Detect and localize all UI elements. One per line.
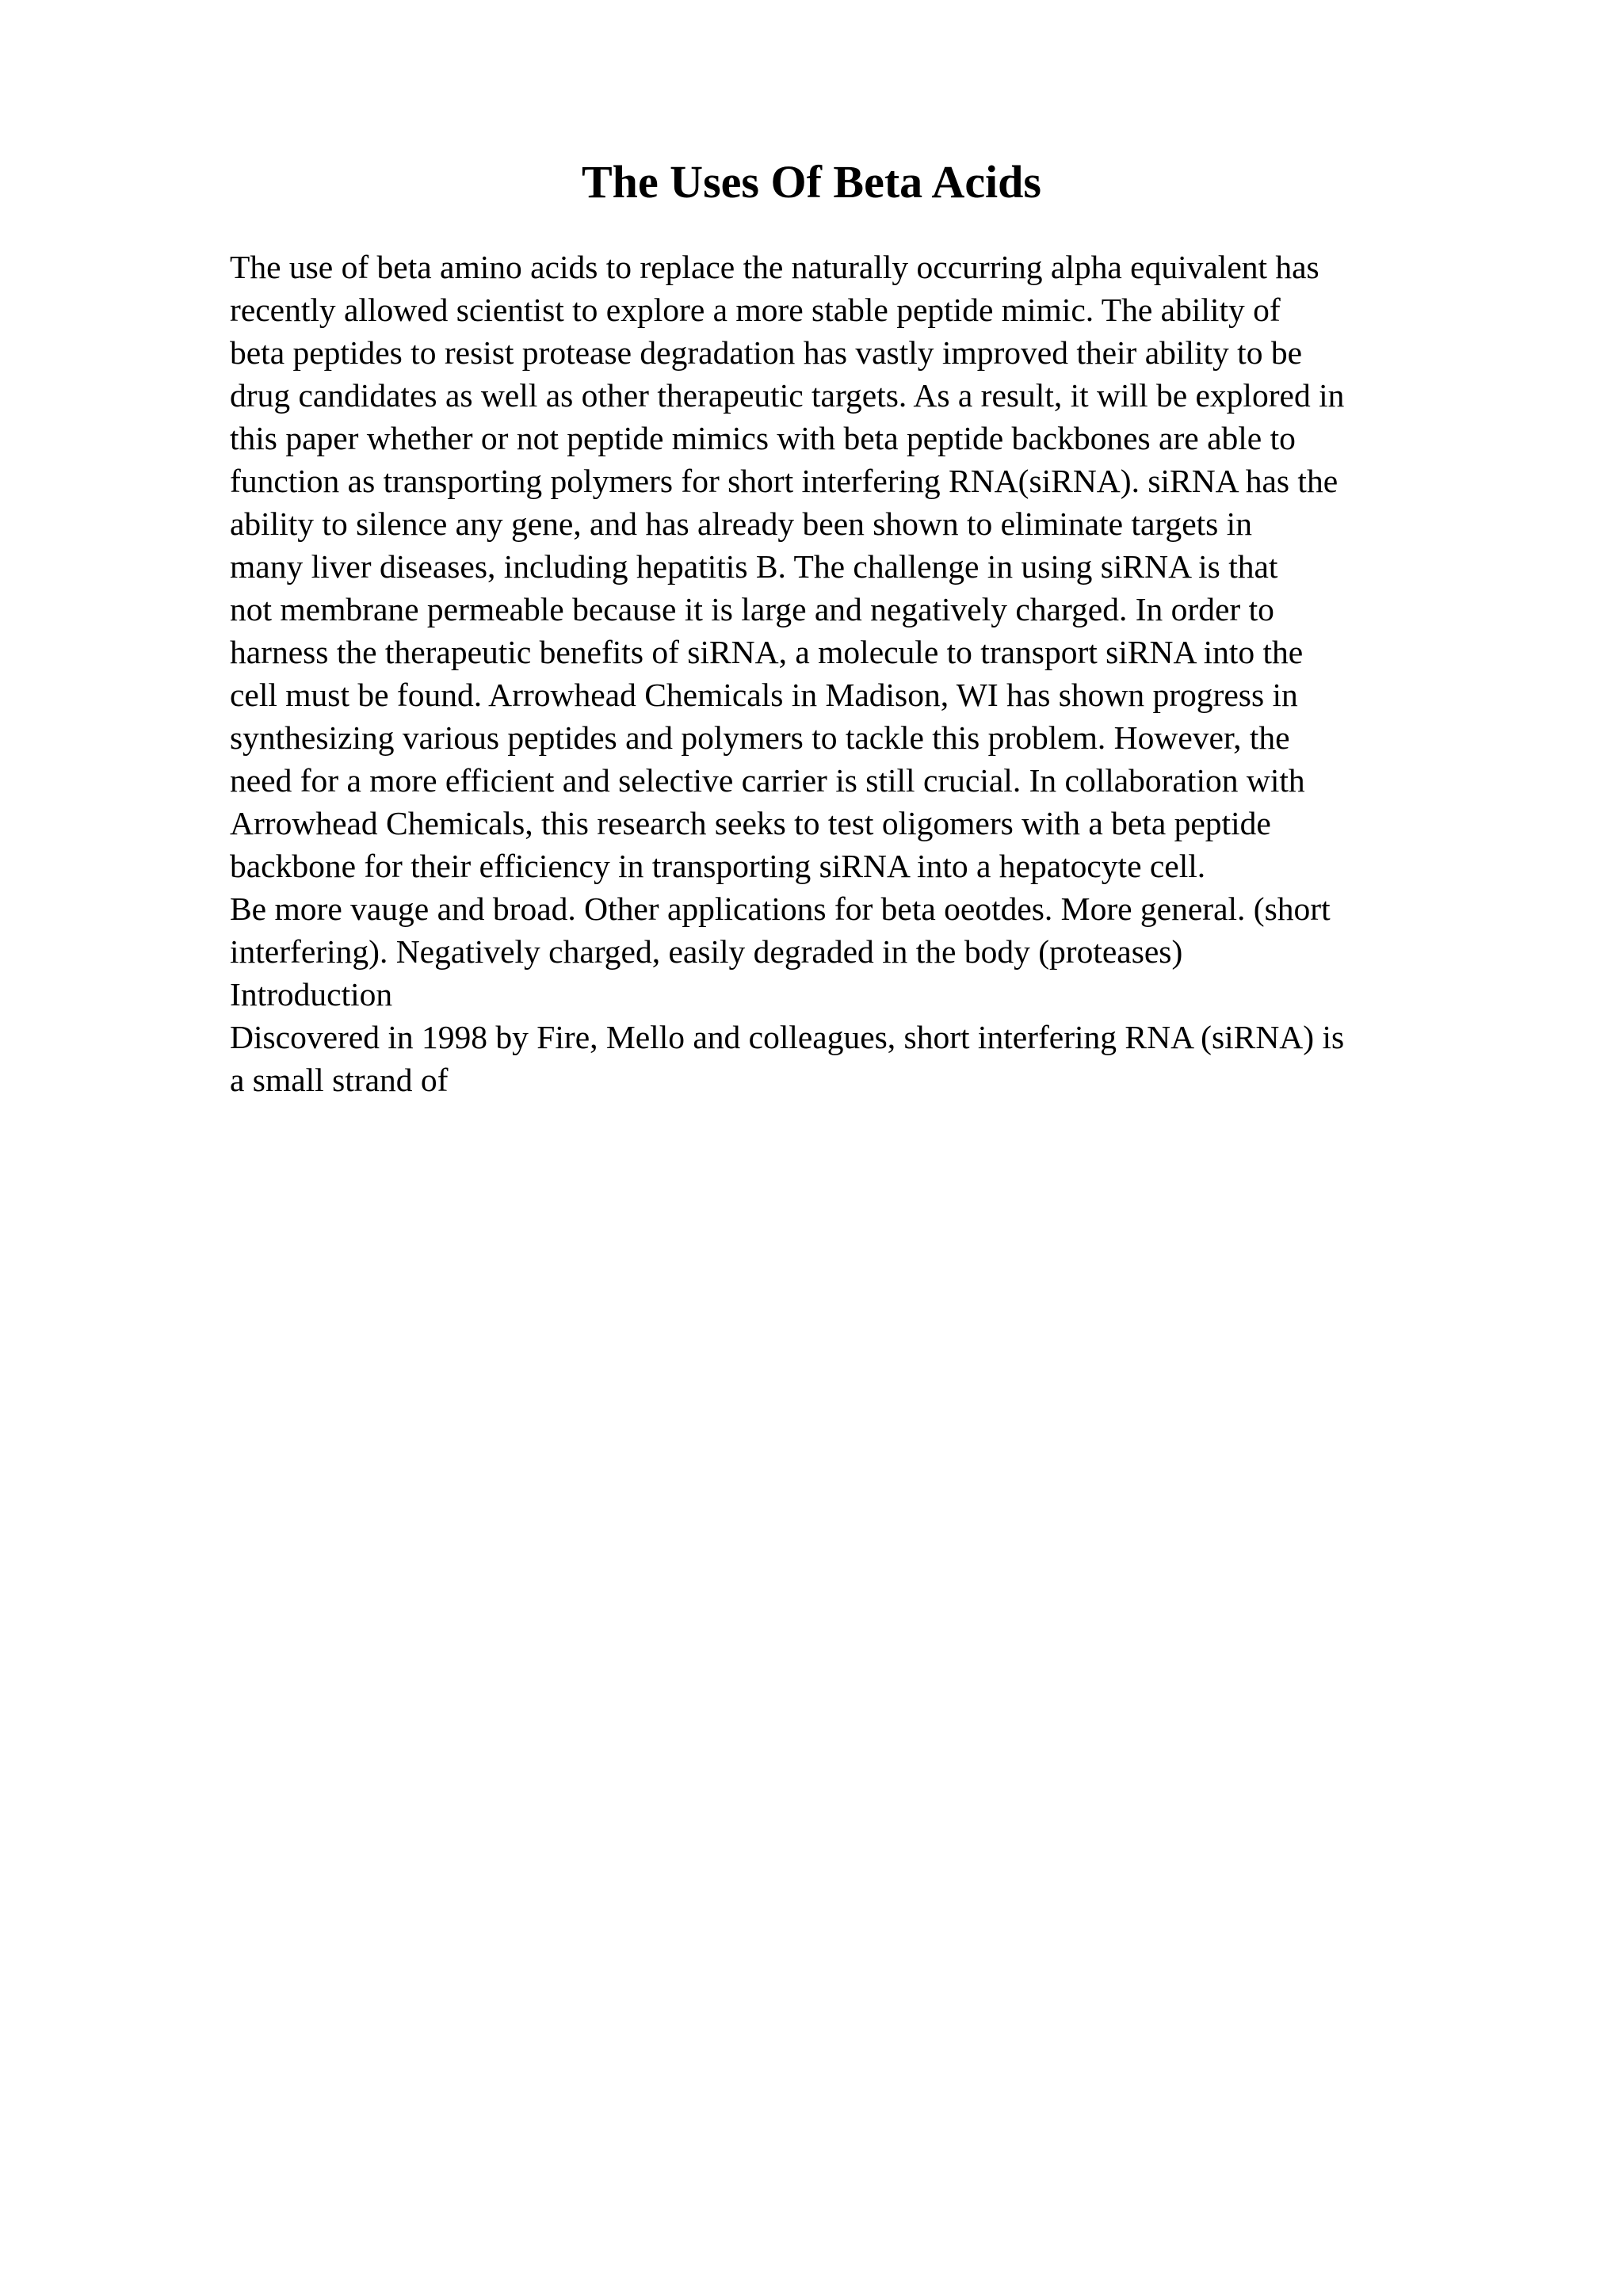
body-line: interfering). Negatively charged, easily degraded in the body (proteases): [230, 933, 1183, 970]
document-title: The Uses Of Beta Acids: [582, 156, 1041, 208]
body-line: this paper whether or not peptide mimics with beta peptide backbones are able to: [230, 420, 1296, 456]
body-line: backbone for their efficiency in transporting siRNA into a hepatocyte cell.: [230, 848, 1206, 884]
body-line: need for a more efficient and selective carrier is still crucial. In collaboration with: [230, 762, 1305, 799]
body-line: ability to silence any gene, and has already been shown to eliminate targets in: [230, 505, 1252, 542]
body-line: recently allowed scientist to explore a more stable peptide mimic. The ability of: [230, 292, 1281, 328]
body-line: Discovered in 1998 by Fire, Mello and colleagues, short interfering RNA (siRNA) is: [230, 1019, 1345, 1055]
body-line: Arrowhead Chemicals, this research seeks to test oligomers with a beta peptide: [230, 805, 1271, 841]
section-heading-introduction: Introduction: [230, 976, 393, 1013]
body-line: drug candidates as well as other therapeutic targets. As a result, it will be explored in: [230, 377, 1345, 414]
body-line: synthesizing various peptides and polymers to tackle this problem. However, the: [230, 719, 1290, 756]
body-line: cell must be found. Arrowhead Chemicals in Madison, WI has shown progress in: [230, 677, 1298, 713]
body-line: The use of beta amino acids to replace the naturally occurring alpha equivalent has: [230, 249, 1319, 285]
document-body: [230, 246, 1498, 1101]
body-line: many liver diseases, including hepatitis B. The challenge in using siRNA is that: [230, 548, 1278, 585]
body-line: Be more vauge and broad. Other applications for beta oeotdes. More general. (short: [230, 891, 1331, 927]
body-line: a small strand of: [230, 1062, 449, 1098]
body-line: harness the therapeutic benefits of siRNA, a molecule to transport siRNA into the: [230, 634, 1304, 670]
body-line: beta peptides to resist protease degradation has vastly improved their ability to be: [230, 334, 1302, 371]
body-line: not membrane permeable because it is large and negatively charged. In order to: [230, 591, 1274, 627]
body-line: function as transporting polymers for short interfering RNA(siRNA). siRNA has the: [230, 463, 1338, 499]
